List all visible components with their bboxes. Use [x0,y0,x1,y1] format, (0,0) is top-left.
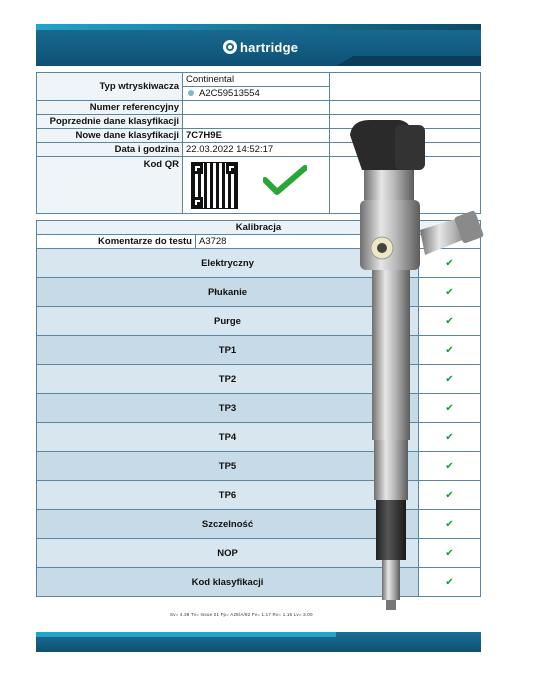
hartridge-logo-icon [223,40,237,54]
check-icon: ✔ [445,489,454,501]
qr-finder [226,163,237,174]
footer-parameters: Sv= 4.39 Tv= Issue 21 Fp= A28/A/82 Fv= 1.17 Rv= 1.16 Lv= 3.00 [170,612,313,617]
info-label: Typ wtryskiwacza [37,73,183,101]
bullet-icon [188,90,194,96]
info-value-code [183,87,330,101]
qr-finder [192,197,203,208]
comment-value: A3728 [196,235,481,249]
brand-name: hartridge [240,39,299,55]
check-icon: ✔ [445,576,454,588]
check-icon: ✔ [445,402,454,414]
info-row-type [37,73,481,87]
test-name: TP3 [37,394,419,423]
test-name: Purge [37,307,419,336]
qr-code [192,163,237,208]
test-name: Płukanie [37,278,419,307]
injector-code: A2C59513554 [199,88,260,99]
test-name: TP4 [37,423,419,452]
check-icon: ✔ [445,373,454,385]
check-icon: ✔ [445,257,454,269]
injector-image [340,115,490,615]
info-label: Poprzednie dane klasyfikacji [37,115,183,129]
info-extra-cell [330,73,481,101]
info-label: Kod QR [37,157,183,214]
info-value [183,115,330,129]
check-icon: ✔ [445,518,454,530]
comment-label: Komentarze do testu [37,235,196,249]
brand-logo [223,38,298,56]
info-value: 22.03.2022 14:52:17 [183,143,330,157]
info-extra-cell [330,101,481,115]
check-icon: ✔ [445,547,454,559]
test-name: TP1 [37,336,419,365]
test-name: NOP [37,539,419,568]
check-icon: ✔ [445,286,454,298]
info-row-ref [37,101,481,115]
calibration-title: Kalibracja [37,221,481,235]
info-label: Data i godzina [37,143,183,157]
info-value: Continental [183,73,330,87]
info-value: 7C7H9E [183,129,330,143]
check-icon: ✔ [445,344,454,356]
test-name: TP6 [37,481,419,510]
check-icon: ✔ [445,460,454,472]
check-icon [263,165,307,195]
test-name: Elektryczny [37,249,419,278]
test-name: TP5 [37,452,419,481]
check-icon: ✔ [445,315,454,327]
info-value [183,101,330,115]
report-header [36,24,481,66]
test-name: Kod klasyfikacji [37,568,419,597]
check-icon: ✔ [445,431,454,443]
qr-finder [192,163,203,174]
test-name: Szczelność [37,510,419,539]
info-label: Nowe dane klasyfikacji [37,129,183,143]
info-label: Numer referencyjny [37,101,183,115]
report-footer-bar [36,632,481,652]
test-name: TP2 [37,365,419,394]
